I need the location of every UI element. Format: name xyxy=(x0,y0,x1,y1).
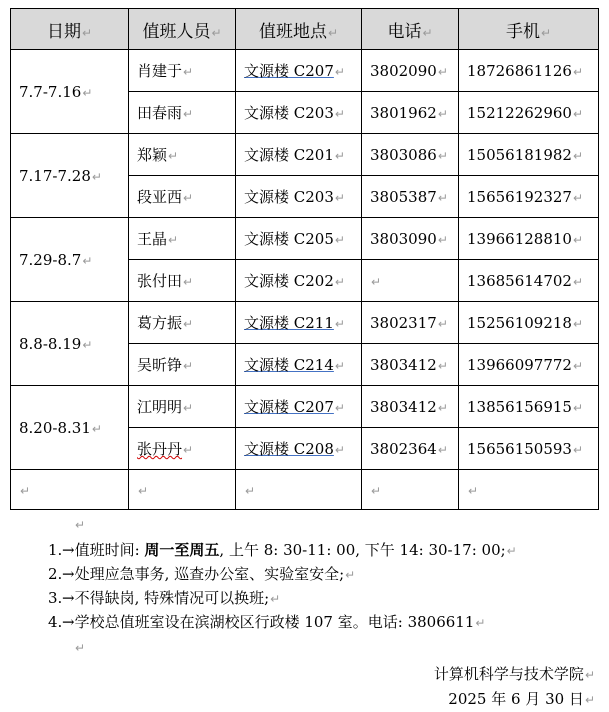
location-cell: 文源楼 C211↵ xyxy=(236,302,362,344)
header-date: 日期↵ xyxy=(11,9,129,50)
phone-cell: ↵ xyxy=(362,260,459,302)
location-cell: 文源楼 C208↵ xyxy=(236,428,362,470)
date-cell: 7.17-7.28↵ xyxy=(11,134,129,218)
phone-cell: 3803090↵ xyxy=(362,218,459,260)
empty-cell: ↵ xyxy=(362,470,459,510)
phone-cell: 3802317↵ xyxy=(362,302,459,344)
location-cell: 文源楼 C205↵ xyxy=(236,218,362,260)
header-mobile: 手机↵ xyxy=(459,9,599,50)
name-cell: 郑颖↵ xyxy=(129,134,236,176)
mobile-cell: 18726861126↵ xyxy=(459,50,599,92)
name-cell: 肖建于↵ xyxy=(129,50,236,92)
signature-org: 计算机科学与技术学院↵ xyxy=(433,665,595,683)
mobile-cell: 15212262960↵ xyxy=(459,92,599,134)
table-row xyxy=(11,386,599,428)
phone-cell: 3803412↵ xyxy=(362,344,459,386)
mobile-cell: 15256109218↵ xyxy=(459,302,599,344)
table-row xyxy=(11,302,599,344)
phone-cell: 3803086↵ xyxy=(362,134,459,176)
mobile-cell: 13966097772↵ xyxy=(459,344,599,386)
location-cell: 文源楼 C214↵ xyxy=(236,344,362,386)
location-cell: 文源楼 C202↵ xyxy=(236,260,362,302)
name-cell: 张付田↵ xyxy=(129,260,236,302)
location-cell: 文源楼 C207↵ xyxy=(236,50,362,92)
empty-row xyxy=(11,470,599,510)
table-row xyxy=(11,134,599,176)
name-cell: 江明明↵ xyxy=(129,386,236,428)
location-cell: 文源楼 C201↵ xyxy=(236,134,362,176)
name-cell: 田春雨↵ xyxy=(129,92,236,134)
note-4: 4.→学校总值班室设在滨湖校区行政楼 107 室。电话: 3806611↵ xyxy=(48,613,486,631)
phone-cell: 3802090↵ xyxy=(362,50,459,92)
empty-cell: ↵ xyxy=(11,470,129,510)
duty-schedule-table xyxy=(10,8,599,510)
date-cell: 8.8-8.19↵ xyxy=(11,302,129,386)
date-cell: 7.7-7.16↵ xyxy=(11,50,129,134)
name-cell: 王晶↵ xyxy=(129,218,236,260)
notes-list xyxy=(48,538,517,634)
header-phone: 电话↵ xyxy=(362,9,459,50)
signature-date: 2025 年 6 月 30 日↵ xyxy=(448,690,595,708)
mobile-cell: 13966128810↵ xyxy=(459,218,599,260)
location-cell: 文源楼 C207↵ xyxy=(236,386,362,428)
empty-cell: ↵ xyxy=(459,470,599,510)
signature-block xyxy=(434,662,595,712)
empty-cell: ↵ xyxy=(236,470,362,510)
mobile-cell: 15056181982↵ xyxy=(459,134,599,176)
phone-cell: 3803412↵ xyxy=(362,386,459,428)
name-cell: 张丹丹↵ xyxy=(129,428,236,470)
header-location: 值班地点↵ xyxy=(236,9,362,50)
phone-cell: 3805387↵ xyxy=(362,176,459,218)
date-cell: 7.29-8.7↵ xyxy=(11,218,129,302)
location-cell: 文源楼 C203↵ xyxy=(236,92,362,134)
date-cell: 8.20-8.31↵ xyxy=(11,386,129,470)
location-cell: 文源楼 C203↵ xyxy=(236,176,362,218)
note-1: 1.→值班时间: 周一至周五, 上午 8: 30-11: 00, 下午 14: 30-17: 00;↵ xyxy=(48,541,517,559)
name-cell: 吴昕铮↵ xyxy=(129,344,236,386)
paragraph-mark: ↵ xyxy=(75,641,86,655)
mobile-cell: 15656192327↵ xyxy=(459,176,599,218)
header-staff: 值班人员↵ xyxy=(129,9,236,50)
phone-cell: 3802364↵ xyxy=(362,428,459,470)
note-2: 2.→处理应急事务, 巡查办公室、实验室安全;↵ xyxy=(48,565,356,583)
table-header-row xyxy=(11,9,599,50)
mobile-cell: 13685614702↵ xyxy=(459,260,599,302)
phone-cell: 3801962↵ xyxy=(362,92,459,134)
note-3: 3.→不得缺岗, 特殊情况可以换班;↵ xyxy=(48,589,281,607)
mobile-cell: 15656150593↵ xyxy=(459,428,599,470)
paragraph-mark: ↵ xyxy=(75,518,86,532)
empty-cell: ↵ xyxy=(129,470,236,510)
table-row xyxy=(11,218,599,260)
name-cell: 段亚西↵ xyxy=(129,176,236,218)
name-cell: 葛方振↵ xyxy=(129,302,236,344)
table-row xyxy=(11,50,599,92)
mobile-cell: 13856156915↵ xyxy=(459,386,599,428)
